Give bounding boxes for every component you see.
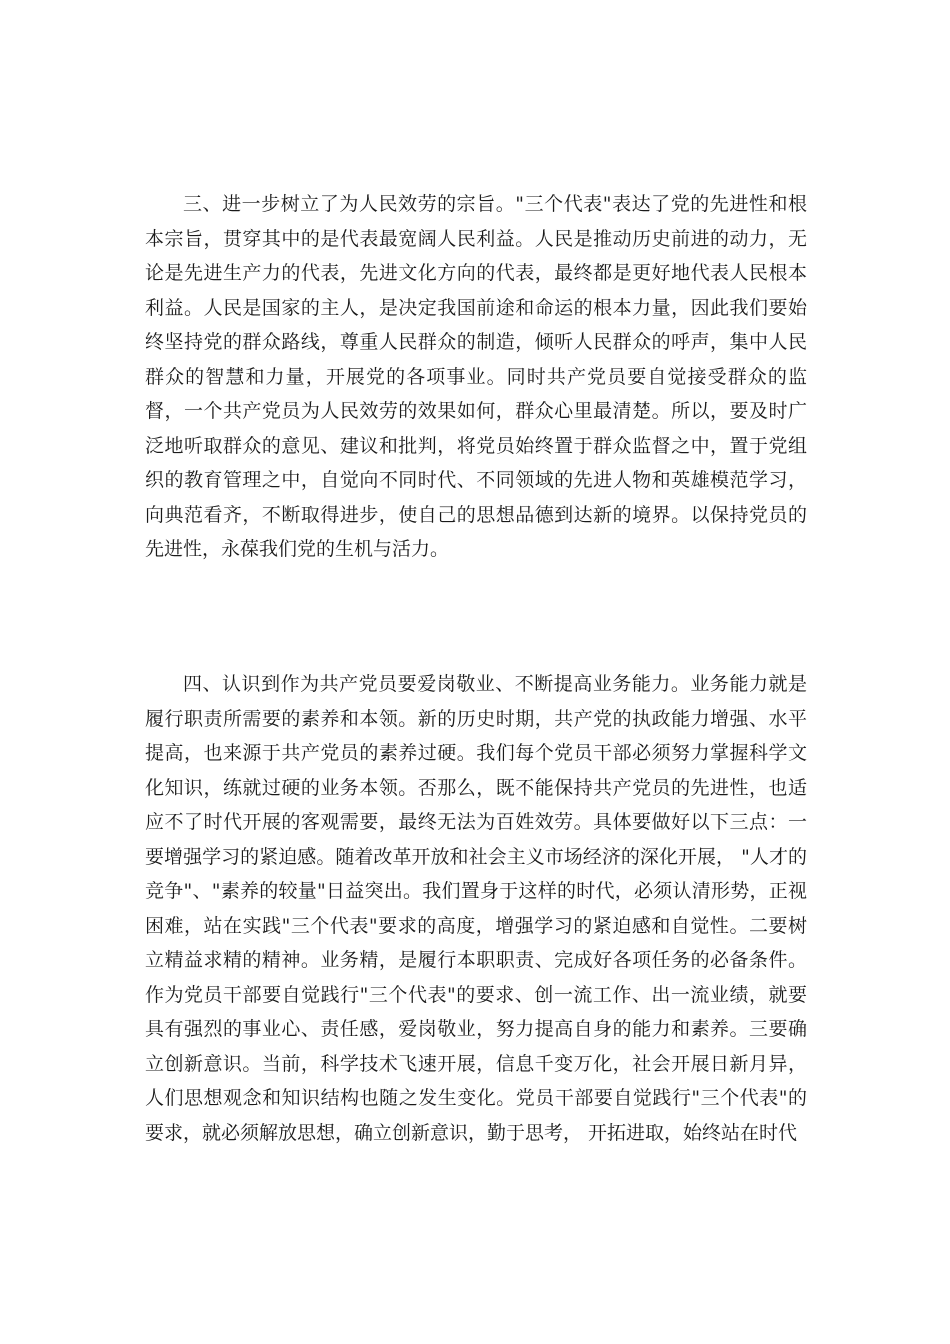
paragraph-section-four: 四、认识到作为共产党员要爱岗敬业、不断提高业务能力。业务能力就是履行职责所需要的素养和本领。新的历史时期，共产党的执政能力增强、水平提高，也来源于共产党员的素养过硬。我们每个党员干部必须努力掌握科学文化知识，练就过硬的业务本领。否那么，既不能保持共产党员的先进性，也适应不了时代开展的客观需要，最终无法为百姓效劳。具体要做好以下三点：一要增强学习的紧迫感。随着改革开放和社会主义市场经济的深化开展， "人才的竞争"、"素养的较量"日益突出。我们置身于这样的时代，必须认清形势，正视困难，站在实践"三个代表"要求的高度，增强学习的紧迫感和自觉性。二要树立精益求精的精神。业务精，是履行本职职责、完成好各项任务的必备条件。作为党员干部要自觉践行"三个代表"的要求、创一流工作、出一流业绩，就要具有强烈的事业心、责任感，爱岗敬业，努力提高自身的能力和素养。三要确立创新意识。当前，科学技术飞速开展，信息千变万化，社会开展日新月异，人们思想观念和知识结构也随之发生变化。党员干部要自觉践行"三个代表"的要求，就必须解放思想，确立创新意识，勤于思考， 开拓进取，始终站在时代 (145, 673, 807, 1144)
paragraph-section-three: 三、进一步树立了为人民效劳的宗旨。"三个代表"表达了党的先进性和根本宗旨，贯穿其中的是代表最宽阔人民利益。人民是推动历史前进的动力，无论是先进生产力的代表，先进文化方向的代表，最终都是更好地代表人民根本利益。人民是国家的主人，是决定我国前途和命运的根本力量，因此我们要始终坚持党的群众路线，尊重人民群众的制造，倾听人民群众的呼声，集中人民群众的智慧和力量，开展党的各项事业。同时共产党员要自觉接受群众的监督，一个共产党员为人民效劳的效果如何，群众心里最清楚。所以，要及时广泛地听取群众的意见、建议和批判，将党员始终置于群众监督之中，置于党组织的教育管理之中，自觉向不同时代、不同领域的先进人物和英雄模范学习，向典范看齐，不断取得进步，使自己的思想品德到达新的境界。以保持党员的先进性，永葆我们党的生机与活力。 (145, 193, 807, 560)
